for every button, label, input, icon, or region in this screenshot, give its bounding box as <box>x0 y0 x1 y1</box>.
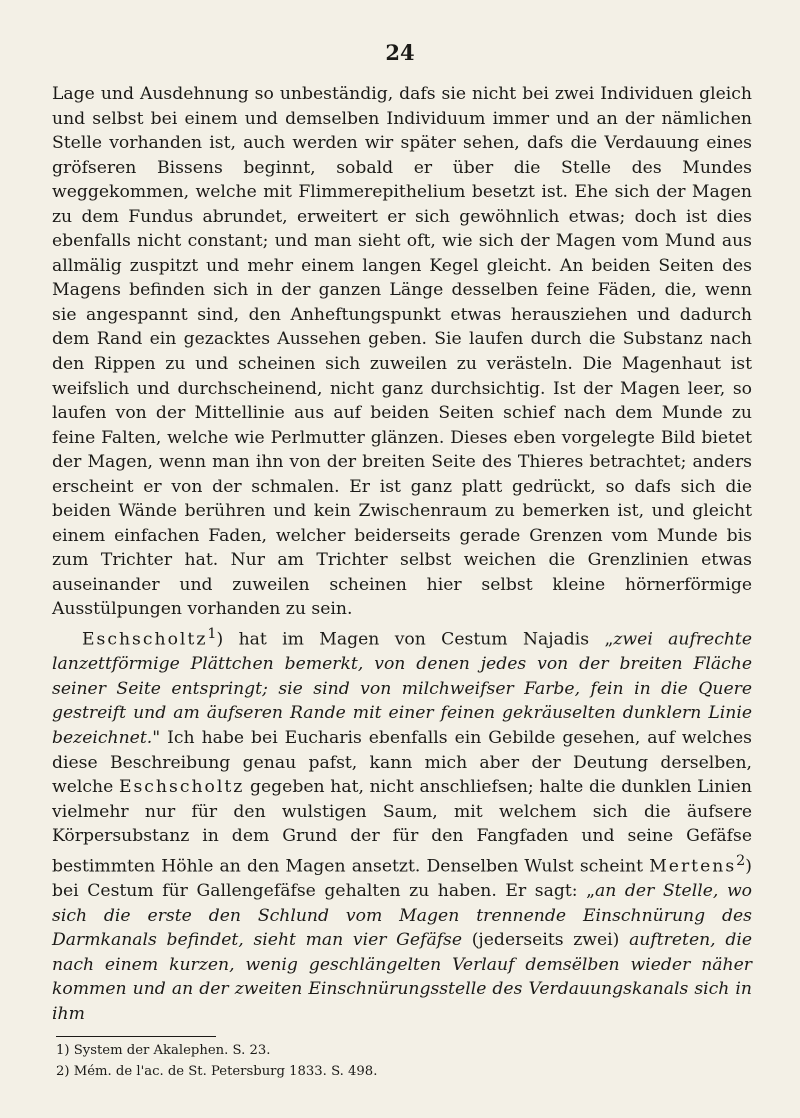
footnote-1: 1) System der Akalephen. S. 23. <box>56 1043 271 1058</box>
quote-eschscholtz: zwei aufrechte lanzettförmige Plättchen bemerkt, von denen jedes von der breiten Fläche seiner Seite entspringt; sie sind von milchweifser Farbe, fein in die Quere gestreift und am äufseren Rande mit einer feinen gekräuselten dunklern Linie bezeichnet. <box>52 629 752 748</box>
author-mertens: Mertens <box>649 856 737 877</box>
paragraph-1: Lage und Ausdehnung so unbeständig, dafs sie nicht bei zwei Individuen gleich und selbst bei einem und demselben Individuum immer und an der nämlichen Stelle vorhanden ist, auch werden wir später sehen, dafs die Verdauung eines gröfseren Bissens beginnt, sobald er über die Stelle des Mundes weggekommen, welche mit Flimmerepithelium besetzt ist. Ehe sich der Magen zu dem Fundus abrundet, erweitert er sich gewöhnlich etwas; doch ist dies ebenfalls nicht constant; und man sieht oft, wie sich der Magen vom Mund aus allmälig zuspitzt und mehr einem langen Kegel gleicht. An beiden Seiten des Magens befinden sich in der ganzen Länge desselben feine Fäden, die, wenn sie angespannt sind, den Anheftungspunkt etwas herausziehen und dadurch dem Rand ein gezacktes Aussehen geben. Sie laufen durch die Substanz nach den Rippen zu und scheinen sich zuweilen zu verästeln. Die Magenhaut ist weifslich und durchscheinend, nicht ganz durchsichtig. Ist der Magen leer, so laufen von der Mittellinie aus auf beiden Seiten schief nach dem Munde zu feine Falten, welche wie Perlmutter glänzen. Dieses eben vorgelegte Bild bietet der Magen, wenn man ihn von der breiten Seite des Thieres betrachtet; anders erscheint er von der schmalen. Er ist ganz platt gedrückt, so dafs sich die beiden Wände berühren und kein Zwischenraum zu bemerken ist, und gleicht einem einfachen Faden, welcher beiderseits gerade Grenzen vom Munde bis zum Trichter hat. Nur am Trichter selbst weichen die Grenzlinien etwas auseinander und zuweilen scheinen hier selbst kleine hörnerförmige Ausstülpungen vorhanden zu sein. <box>52 84 752 620</box>
footnotes <box>56 1040 756 1082</box>
footnote-2: 2) Mém. de l'ac. de St. Petersburg 1833. S. 498. <box>56 1064 378 1079</box>
footnote-rule <box>56 1036 216 1037</box>
quote-mertens-a: an der Stelle, wo sich die erste den Schlund vom Magen trennende Einschnürung des Darmkanals befindet, sieht man vier Gefäfse <box>52 880 752 951</box>
paragraph-2-text-e: (jederseits zwei) <box>462 930 630 951</box>
author-eschscholtz: Eschscholtz <box>82 629 208 650</box>
footnote-ref-2: 2 <box>736 852 746 869</box>
paragraph-2 <box>52 622 752 1026</box>
paragraph-2-text-c: gegeben hat, nicht anschliefsen; halte die dunklen Linien vielmehr nur für den wulstigen Saum, mit welchem sich die äufsere Körpersubstanz in dem Grund der für den Fangfaden und seine Gefäfse bestimmten Höhle an den Magen ansetzt. Denselben Wulst scheint <box>52 777 752 877</box>
quote-mertens-b: auftreten, die nach einem kurzen, wenig geschlängelten Verlauf demsëlben wieder näher kommen und an der zweiten Einschnürungsstelle des Verdauungskanals sich in ihm <box>52 930 753 1024</box>
paragraph-2-text-a: ) hat im Magen von Cestum Najadis „ <box>216 629 614 650</box>
paragraph-2-text-b: " Ich habe bei Eucharis ebenfalls ein Gebilde gesehen, auf welches diese Beschreibung genau pafst, kann mich aber der Deutung derselben, welche <box>52 727 752 798</box>
footnote-ref-1: 1 <box>207 626 217 643</box>
body-text <box>52 82 752 1026</box>
page-number: 24 <box>385 40 415 65</box>
author-eschscholtz-2: Eschscholtz <box>118 777 245 798</box>
paragraph-2-text-d: ) bei Cestum für Gallengefäfse gehalten zu haben. Er sagt: „ <box>52 856 752 901</box>
